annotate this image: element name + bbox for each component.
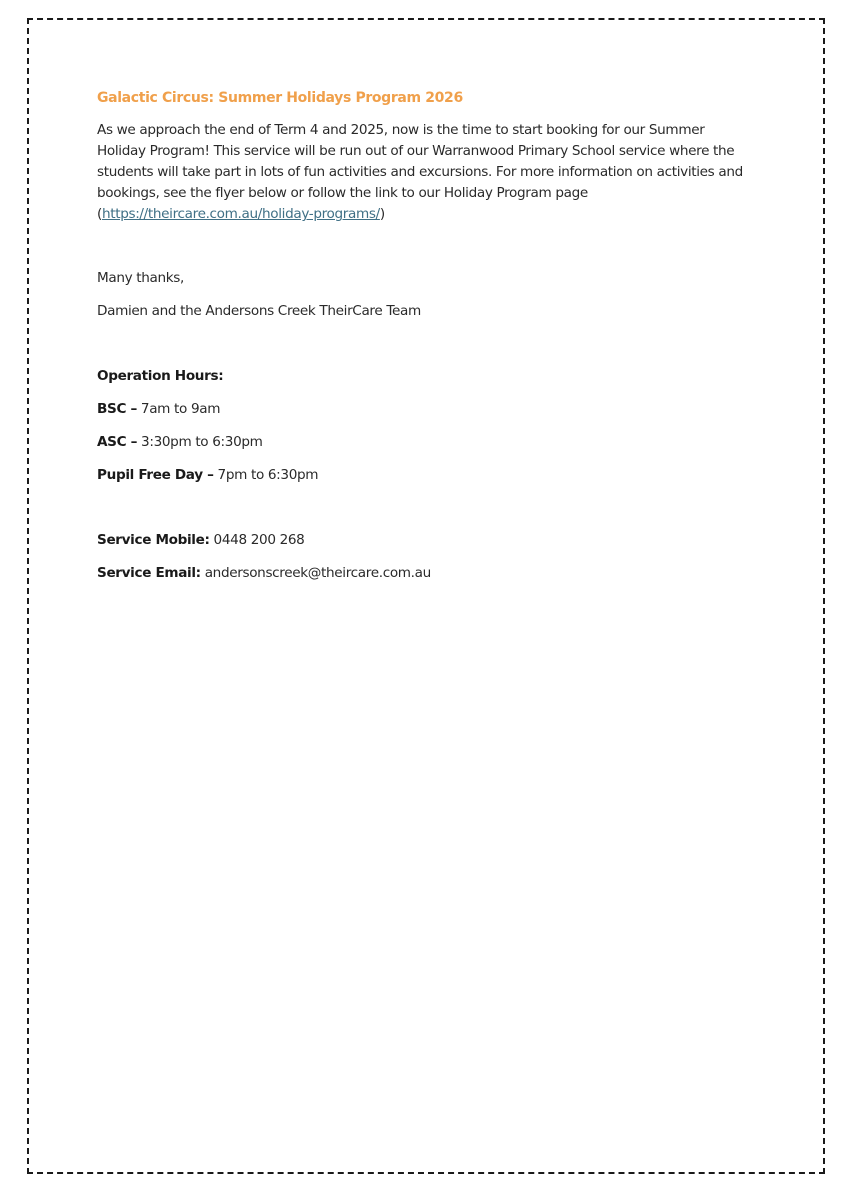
hours-item-bsc: [97, 399, 757, 419]
operation-hours-heading: [97, 366, 757, 386]
document-title: Galactic Circus: Summer Holidays Program 2026: [97, 90, 463, 106]
hours-label-bsc: BSC –: [97, 401, 137, 417]
service-mobile-label: Service Mobile:: [97, 532, 210, 548]
service-mobile-value: 0448 200 268: [209, 532, 305, 548]
service-mobile: [97, 530, 757, 550]
service-email: [97, 563, 757, 583]
intro-paragraph: [97, 120, 757, 225]
intro-text: As we approach the end of Term 4 and 2025, now is the time to start booking for our Summer Holiday Program! This service will be run out of our Warranwood Primary School service where the students will take part in lots of fun activities and excursions. For more information on activities and bookings, see the flyer below or follow the link to our Holiday Program page: [97, 122, 743, 201]
operation-hours-label: Operation Hours:: [97, 368, 224, 384]
service-email-label: Service Email:: [97, 565, 201, 581]
signature: Damien and the Andersons Creek TheirCare Team: [97, 303, 421, 319]
signoff: Many thanks,: [97, 270, 185, 286]
hours-item-pupil-free-day: [97, 465, 757, 485]
hours-value-asc: 3:30pm to 6:30pm: [137, 434, 263, 450]
document-body: [97, 88, 757, 583]
hours-label-asc: ASC –: [97, 434, 138, 450]
hours-value-pupil-free-day: 7pm to 6:30pm: [213, 467, 319, 483]
service-email-value: andersonscreek@theircare.com.au: [200, 565, 431, 581]
link-close-paren: ): [379, 206, 385, 222]
hours-label-pupil-free-day: Pupil Free Day –: [97, 467, 214, 483]
hours-item-asc: [97, 432, 757, 452]
hours-value-bsc: 7am to 9am: [136, 401, 221, 417]
link-open-paren: (: [97, 206, 102, 222]
holiday-program-link[interactable]: https://theircare.com.au/holiday-programs/: [101, 206, 380, 222]
